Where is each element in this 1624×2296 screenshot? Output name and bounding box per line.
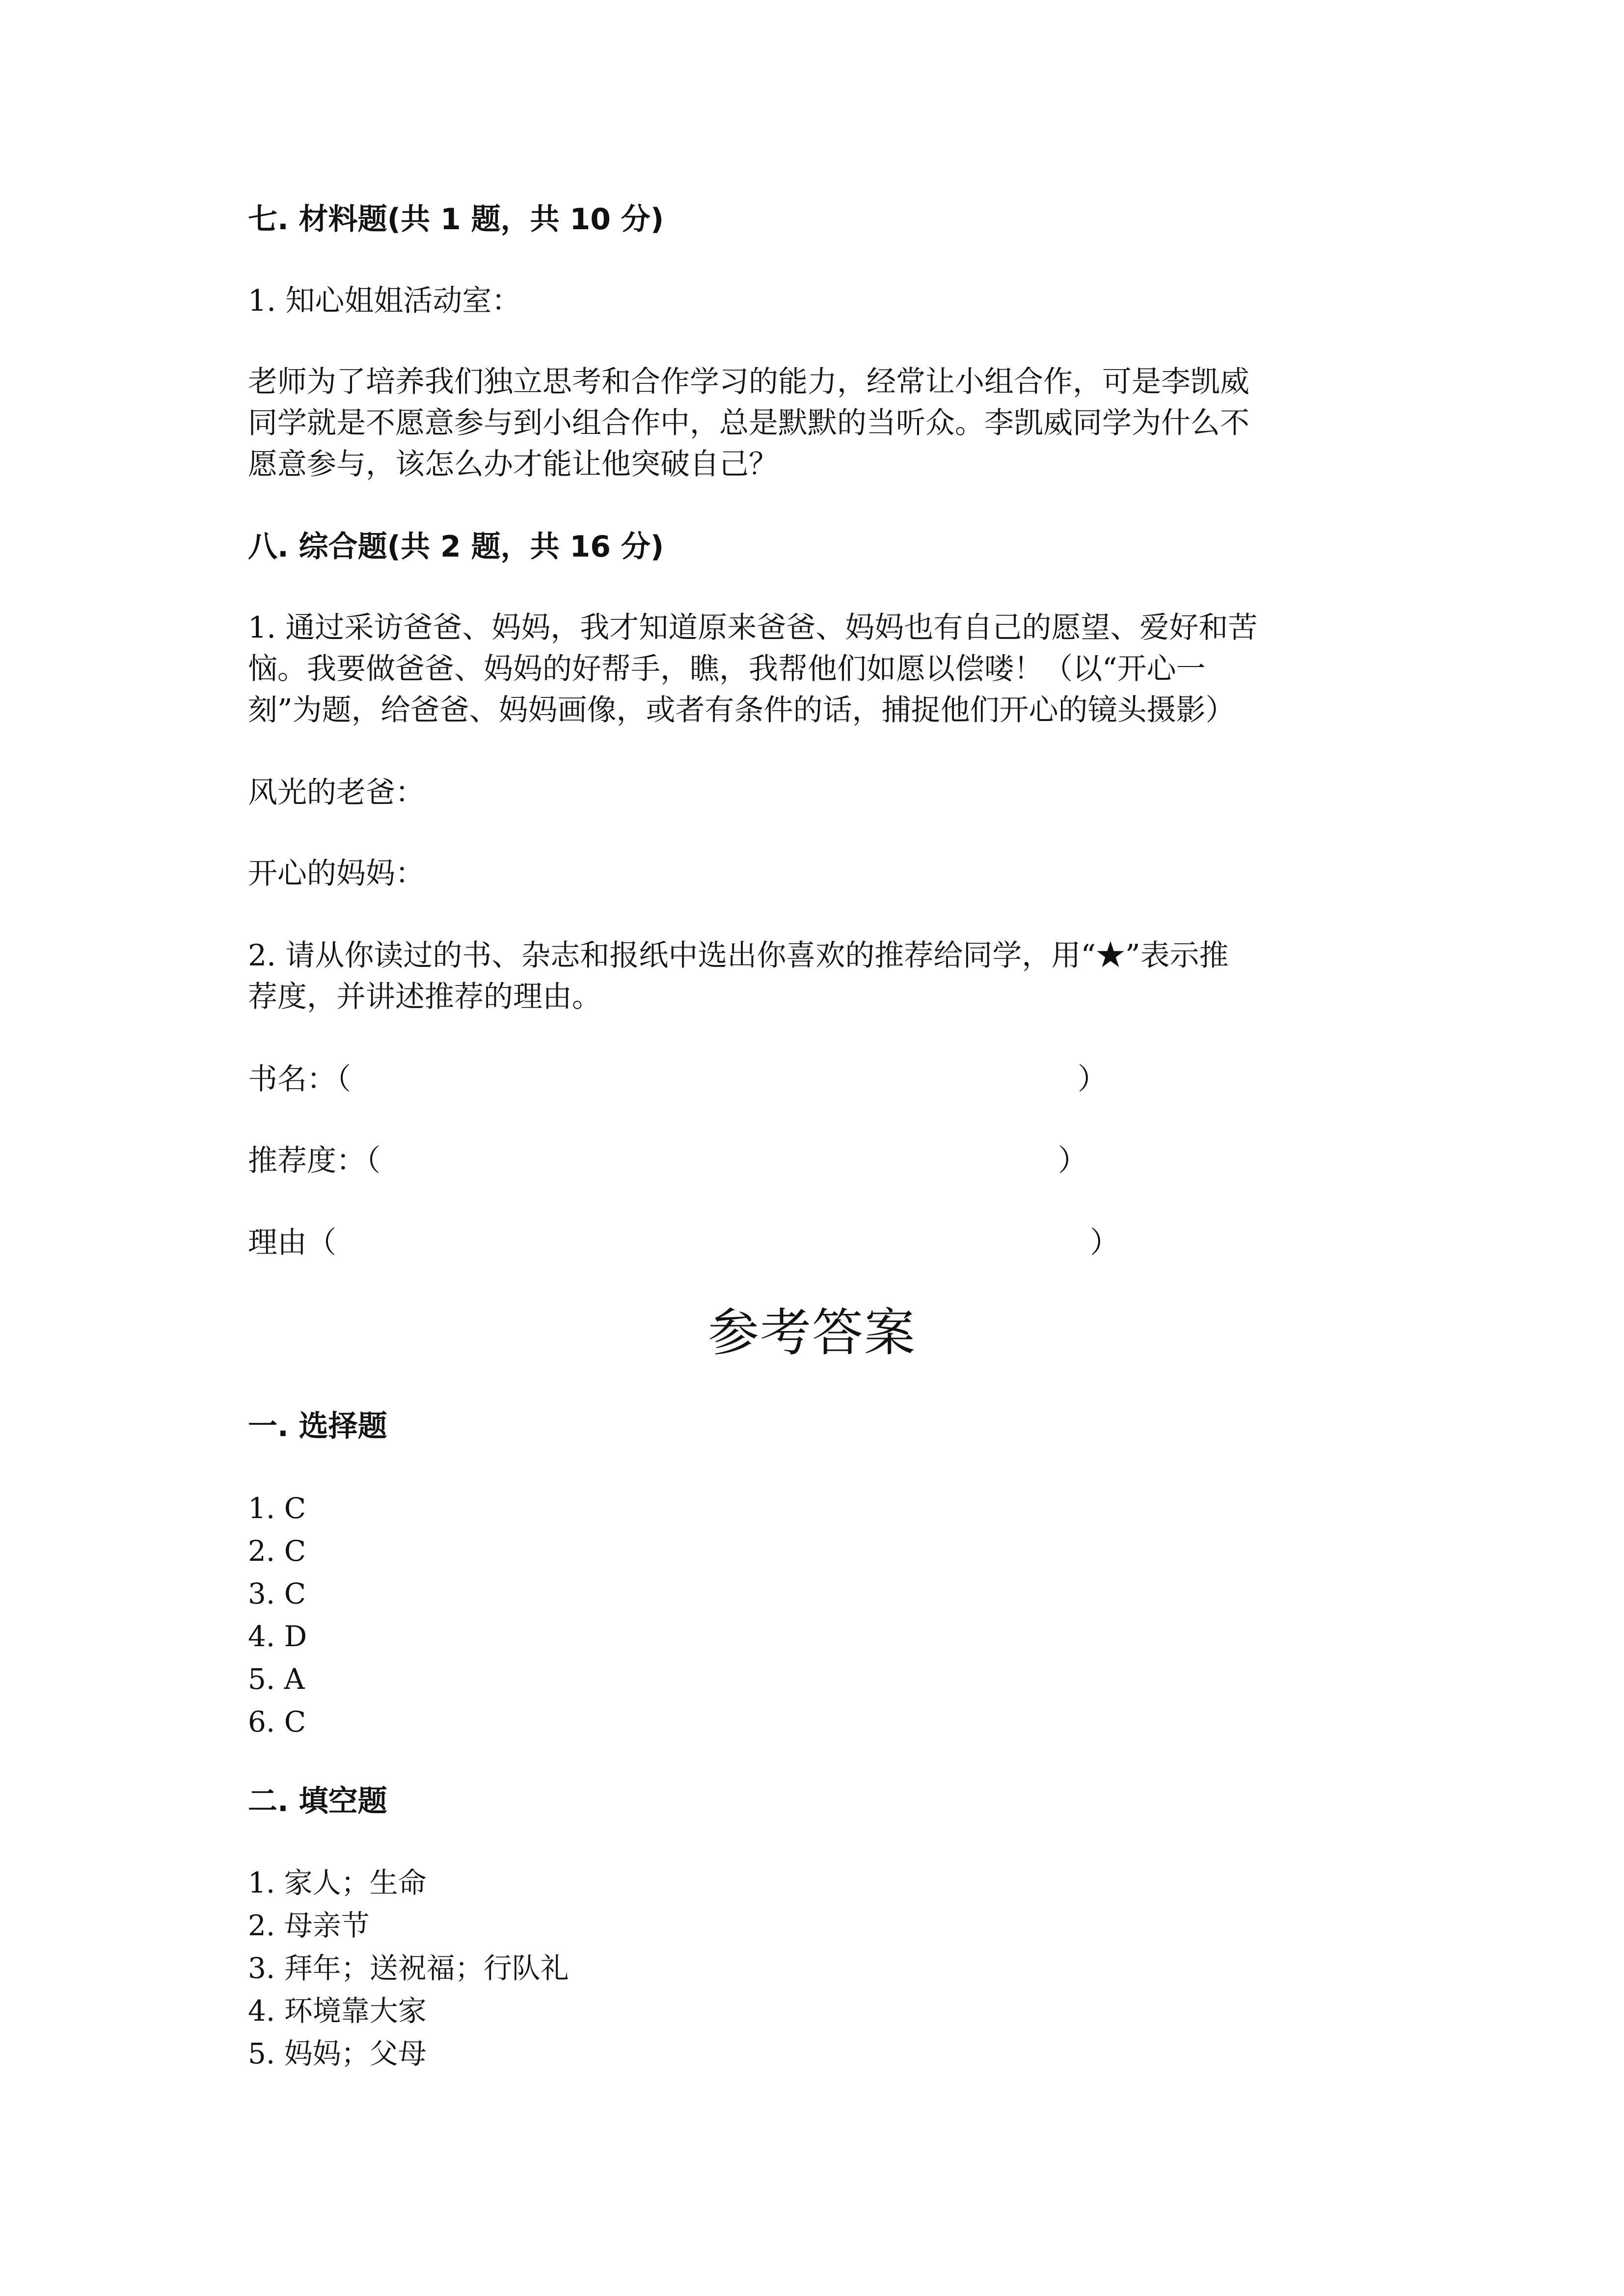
reason-label: 理由（ bbox=[248, 1226, 336, 1260]
answer-item: 1. C bbox=[248, 1492, 306, 1525]
question-label: 1. 知心姐姐活动室： bbox=[248, 284, 521, 318]
answer-item: 5. A bbox=[248, 1662, 305, 1696]
answer-item: 1. 家人；生命 bbox=[248, 1866, 427, 1899]
close-paren: ） bbox=[1078, 1062, 1107, 1096]
answer-heading-fill: 二. 填空题 bbox=[248, 1784, 387, 1818]
answer-item: 6. C bbox=[248, 1705, 306, 1738]
book-name-label: 书名：（ bbox=[248, 1062, 351, 1096]
answer-item: 2. C bbox=[248, 1534, 306, 1568]
close-paren: ） bbox=[1090, 1226, 1119, 1260]
dad-portrait-label: 风光的老爸： bbox=[248, 775, 425, 810]
rating-field bbox=[248, 1140, 1087, 1181]
answer-item: 2. 母亲节 bbox=[248, 1909, 370, 1942]
answer-item: 4. 环境靠大家 bbox=[248, 1994, 427, 2028]
book-name-field bbox=[248, 1059, 1107, 1100]
answer-item: 3. C bbox=[248, 1577, 306, 1610]
answer-item: 3. 拜年；送祝福；行队礼 bbox=[248, 1951, 569, 1985]
answer-item: 5. 妈妈；父母 bbox=[248, 2037, 427, 2070]
rating-label: 推荐度：（ bbox=[248, 1144, 380, 1178]
section-heading-materials: 七. 材料题(共 1 题，共 10 分) bbox=[248, 202, 664, 237]
answer-heading-choice: 一. 选择题 bbox=[248, 1409, 387, 1443]
close-paren: ） bbox=[1058, 1144, 1087, 1178]
question-text: 1. 通过采访爸爸、妈妈，我才知道原来爸爸、妈妈也有自己的愿望、爱好和苦 恼。我要做爸爸、妈妈的好帮手，瞧，我帮他们如愿以偿喽！（以“开心一 刻”为题，给爸爸、妈妈画像，或者有条件的话，捕捉他们开心的镜头摄影） bbox=[248, 611, 1258, 727]
question-text: 2. 请从你读过的书、杂志和报纸中选出你喜欢的推荐给同学，用“★”表示推 荐度，并讲述推荐的理由。 bbox=[248, 938, 1229, 1014]
answer-list-fill bbox=[248, 1862, 569, 2075]
answer-list-choice bbox=[248, 1487, 307, 1743]
mom-portrait-label: 开心的妈妈： bbox=[248, 856, 425, 891]
reason-field bbox=[248, 1222, 1119, 1263]
question-text: 老师为了培养我们独立思考和合作学习的能力，经常让小组合作，可是李凯威 同学就是不愿意参与到小组合作中，总是默默的当听众。李凯威同学为什么不 愿意参与，该怎么办才能让他突破自己？ bbox=[248, 365, 1249, 481]
section-heading-comprehensive: 八. 综合题(共 2 题，共 16 分) bbox=[248, 530, 664, 564]
answer-key-title: 参考答案 bbox=[707, 1303, 916, 1362]
answer-item: 4. D bbox=[248, 1620, 307, 1653]
